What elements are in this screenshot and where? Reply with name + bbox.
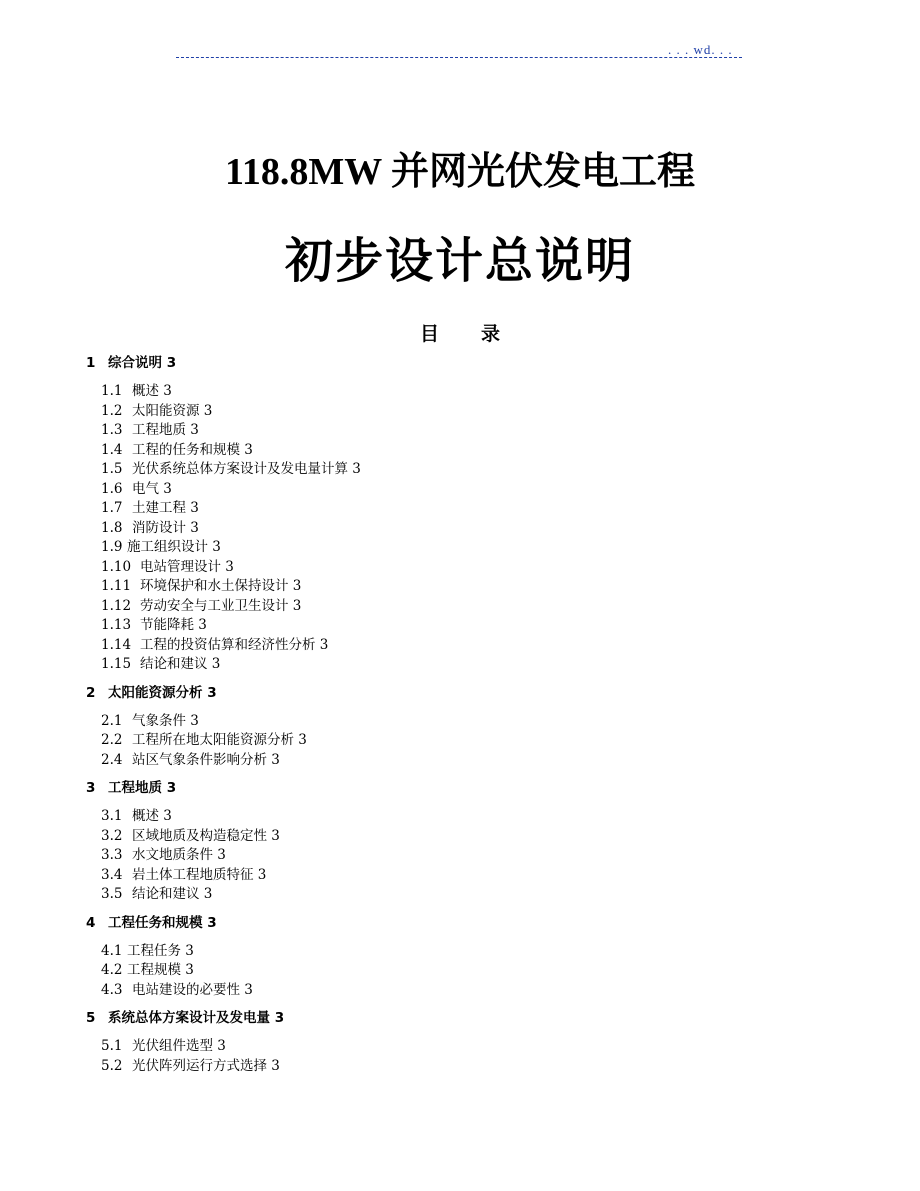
item-number: 1.11	[101, 578, 132, 594]
chapter-number: 1	[86, 355, 96, 371]
toc-item[interactable]	[101, 981, 846, 1001]
item-label: 工程的投资估算和经济性分析 3	[140, 636, 329, 653]
item-label: 概述 3	[132, 808, 172, 824]
item-label: 太阳能资源 3	[132, 402, 213, 419]
chapter-number: 2	[86, 684, 96, 701]
item-number: 1.1	[101, 383, 123, 399]
chapter-label: 系统总体方案设计及发电量 3	[108, 1010, 285, 1026]
item-number: 3.2	[101, 827, 123, 844]
toc-item[interactable]	[101, 402, 846, 422]
item-number: 1.5	[101, 461, 123, 477]
toc-item[interactable]	[101, 597, 846, 617]
item-number: 3.3	[101, 847, 123, 863]
item-label: 光伏系统总体方案设计及发电量计算 3	[132, 461, 361, 477]
toc-item[interactable]	[101, 616, 846, 636]
item-label: 电站建设的必要性 3	[132, 981, 253, 998]
item-number: 1.6	[101, 480, 123, 497]
item-number: 1.8	[101, 519, 123, 536]
toc-item[interactable]	[101, 866, 846, 886]
document-subtitle: 初步设计总说明	[284, 233, 635, 289]
item-number: 2.4	[101, 751, 123, 768]
item-label: 工程任务 3	[127, 942, 194, 959]
item-number: 2.1	[101, 712, 123, 729]
item-number: 1.3	[101, 422, 123, 438]
item-number: 1.2	[101, 402, 123, 419]
item-number: 3.4	[101, 866, 123, 883]
header-divider	[176, 57, 742, 58]
toc-item[interactable]	[101, 480, 846, 500]
document-title: 118.8MW 并网光伏发电工程	[224, 151, 696, 193]
item-number: 1.4	[101, 441, 123, 458]
toc-item[interactable]	[101, 441, 846, 461]
header-mark: . . . wd. . .	[668, 42, 733, 57]
item-label: 电站管理设计 3	[140, 558, 234, 575]
toc-item[interactable]	[101, 942, 846, 962]
toc-item[interactable]	[101, 421, 846, 441]
toc-chapter-2[interactable]	[86, 684, 846, 703]
item-number: 3.1	[101, 808, 123, 824]
toc-item[interactable]	[101, 382, 846, 402]
item-label: 气象条件 3	[132, 712, 199, 729]
chapter-number: 4	[86, 914, 96, 931]
item-number: 3.5	[101, 886, 123, 902]
toc-item[interactable]	[101, 961, 846, 981]
item-label: 电气 3	[132, 480, 172, 497]
item-label: 工程规模 3	[127, 962, 194, 978]
item-label: 概述 3	[132, 383, 172, 399]
item-label: 消防设计 3	[132, 519, 199, 536]
chapter-label: 工程任务和规模 3	[108, 914, 217, 931]
toc-chapter-5-items	[86, 1037, 846, 1076]
toc-item[interactable]	[101, 712, 846, 732]
toc-heading: 目录	[419, 323, 542, 345]
item-label: 节能降耗 3	[140, 617, 207, 633]
toc-chapter-4[interactable]	[86, 914, 846, 933]
toc-chapter-4-items	[86, 942, 846, 1001]
item-number: 1.7	[101, 500, 123, 516]
toc-chapter-1[interactable]	[86, 354, 846, 373]
toc-item[interactable]	[101, 636, 846, 656]
table-of-contents	[86, 354, 846, 1076]
item-number: 4.1	[101, 942, 123, 959]
toc-item[interactable]	[101, 731, 846, 751]
toc-item[interactable]	[101, 519, 846, 539]
chapter-label: 工程地质 3	[108, 780, 177, 796]
item-number: 5.2	[101, 1057, 123, 1074]
toc-item[interactable]	[101, 1037, 846, 1057]
toc-chapter-3[interactable]	[86, 779, 846, 798]
item-label: 结论和建议 3	[140, 656, 221, 672]
item-label: 施工组织设计 3	[127, 539, 221, 555]
toc-item[interactable]	[101, 460, 846, 480]
item-label: 结论和建议 3	[132, 886, 213, 902]
item-label: 区域地质及构造稳定性 3	[132, 827, 280, 844]
toc-item[interactable]	[101, 846, 846, 866]
chapter-number: 5	[86, 1010, 96, 1026]
toc-item[interactable]	[101, 538, 846, 558]
toc-item[interactable]	[101, 499, 846, 519]
toc-item[interactable]	[101, 885, 846, 905]
item-number: 4.3	[101, 981, 123, 998]
item-number: 1.14	[101, 636, 132, 653]
item-label: 光伏阵列运行方式选择 3	[132, 1057, 280, 1074]
item-label: 站区气象条件影响分析 3	[132, 751, 280, 768]
item-label: 工程地质 3	[132, 422, 199, 438]
toc-item[interactable]	[101, 751, 846, 771]
item-label: 劳动安全与工业卫生设计 3	[140, 597, 302, 614]
item-label: 工程的任务和规模 3	[132, 441, 253, 458]
item-number: 5.1	[101, 1038, 123, 1054]
toc-chapter-5[interactable]	[86, 1009, 846, 1028]
item-label: 环境保护和水土保持设计 3	[140, 578, 302, 594]
toc-item[interactable]	[101, 827, 846, 847]
chapter-label: 太阳能资源分析 3	[108, 684, 217, 701]
item-label: 土建工程 3	[132, 500, 199, 516]
item-number: 2.2	[101, 732, 123, 748]
item-number: 4.2	[101, 962, 123, 978]
toc-item[interactable]	[101, 558, 846, 578]
item-label: 水文地质条件 3	[132, 847, 226, 863]
item-label: 岩土体工程地质特征 3	[132, 866, 267, 883]
toc-item[interactable]	[101, 807, 846, 827]
toc-item[interactable]	[101, 577, 846, 597]
item-number: 1.12	[101, 597, 132, 614]
chapter-number: 3	[86, 780, 96, 796]
toc-item[interactable]	[101, 655, 846, 675]
toc-chapter-2-items	[86, 712, 846, 771]
item-number: 1.13	[101, 617, 132, 633]
toc-item[interactable]	[101, 1057, 846, 1077]
chapter-label: 综合说明 3	[108, 355, 177, 371]
toc-chapter-1-items	[86, 382, 846, 675]
item-number: 1.9	[101, 539, 123, 555]
toc-chapter-3-items	[86, 807, 846, 905]
item-number: 1.10	[101, 558, 132, 575]
item-label: 工程所在地太阳能资源分析 3	[132, 732, 307, 748]
item-label: 光伏组件选型 3	[132, 1038, 226, 1054]
item-number: 1.15	[101, 656, 132, 672]
